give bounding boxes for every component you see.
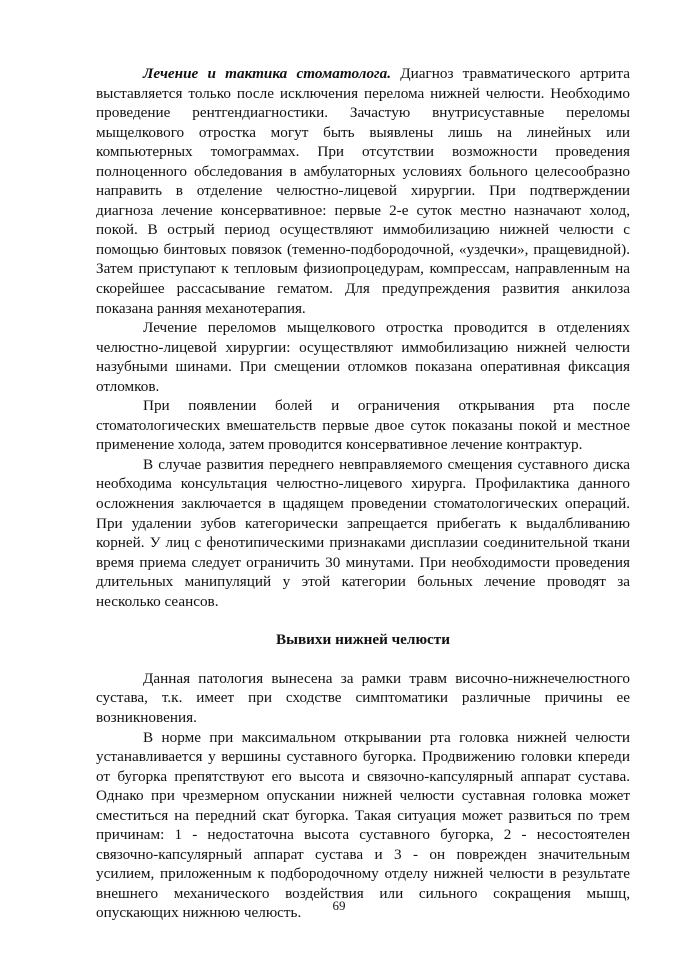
paragraph-normal-mechanics: В норме при максимальном открывании рта головка нижней челюсти устанавливается у вершины суставного бугорка. Продвижению головки кпереди от бугорка препятствуют его высота и связочно-капсулярный аппарат сустава. Однако при чрезмерном опускании нижней челюсти суставная головка может сместиться на передний скат бугорка. Такая ситуация может развиться по трем причинам: 1 - недостаточна высота суставного бугорка, 2 - несостоятелен связочно-капсулярный аппарат сустава и 3 - он поврежден значительным усилием, приложенным к подбородочному отделу нижней челюсти в результате внешнего механического воздействия или сильного сокращения мышц, опускающих нижнюю челюсть. (96, 728, 630, 922)
paragraph-pain-after-interventions: При появлении болей и ограничения открывания рта после стоматологических вмешательств первые двое суток показаны покой и местное применение холода, затем проводится консервативное лечение контрактур. (96, 397, 630, 454)
paragraph-disc-displacement: В случае развития переднего невправляемого смещения суставного диска необходима консультация челюстно-лицевого хирурга. Профилактика данного осложнения заключается в щадящем проведении стоматологических операций. При удалении зубов категорически запрещается прибегать к выдалбливанию корней. У лиц с фенотипическими признаками дисплазии соединительной ткани время приема следует ограничить 30 минутами. При необходимости проведения длительных манипуляций у этой категории больных лечение проводят за несколько сеансов. (96, 455, 630, 610)
paragraph-pathology-intro: Данная патология вынесена за рамки травм височно-нижнечелюстного сустава, т.к. имеет при сходстве симптоматики различные причины ее возникновения. (96, 669, 630, 726)
page-body (96, 64, 630, 923)
page-number: 69 (332, 898, 346, 913)
paragraph-text: Диагноз травматического артрита выставляется только после исключения перелома нижней челюсти. Необходимо проведение рентгендиагностики. Зачастую внутрисуставные переломы мыщелкового отростка могут быть выявлены лишь на линейных или компьютерных томограммах. При отсутствии возможности проведения полноценного обследования в амбулаторных условиях больного целесообразно направить в отделение челюстно-лицевой хирургии. При подтверждении диагноза лечение консервативное: первые 2-е суток местно назначают холод, покой. В острый период осуществляют иммобилизацию нижней челюсти с помощью бинтовых повязок (теменно-подбородочной, «уздечки», пращевидной). Затем приступают к тепловым физиопроцедурам, компрессам, направленным на скорейшее рассасывание гематом. Для предупреждения развития анкилоза показана ранняя механотерапия. (96, 65, 630, 317)
paragraph-treatment-tactics (96, 64, 630, 318)
section-heading: Вывихи нижней челюсти (275, 631, 451, 649)
paragraph-lead-title: Лечение и тактика стоматолога. (143, 65, 392, 82)
paragraph-condylar-fractures: Лечение переломов мыщелкового отростка проводится в отделениях челюстно-лицевой хирургии: осуществляют иммобилизацию нижней челюсти назубными шинами. При смещении отломков показана оперативная фиксация отломков. (96, 319, 630, 395)
